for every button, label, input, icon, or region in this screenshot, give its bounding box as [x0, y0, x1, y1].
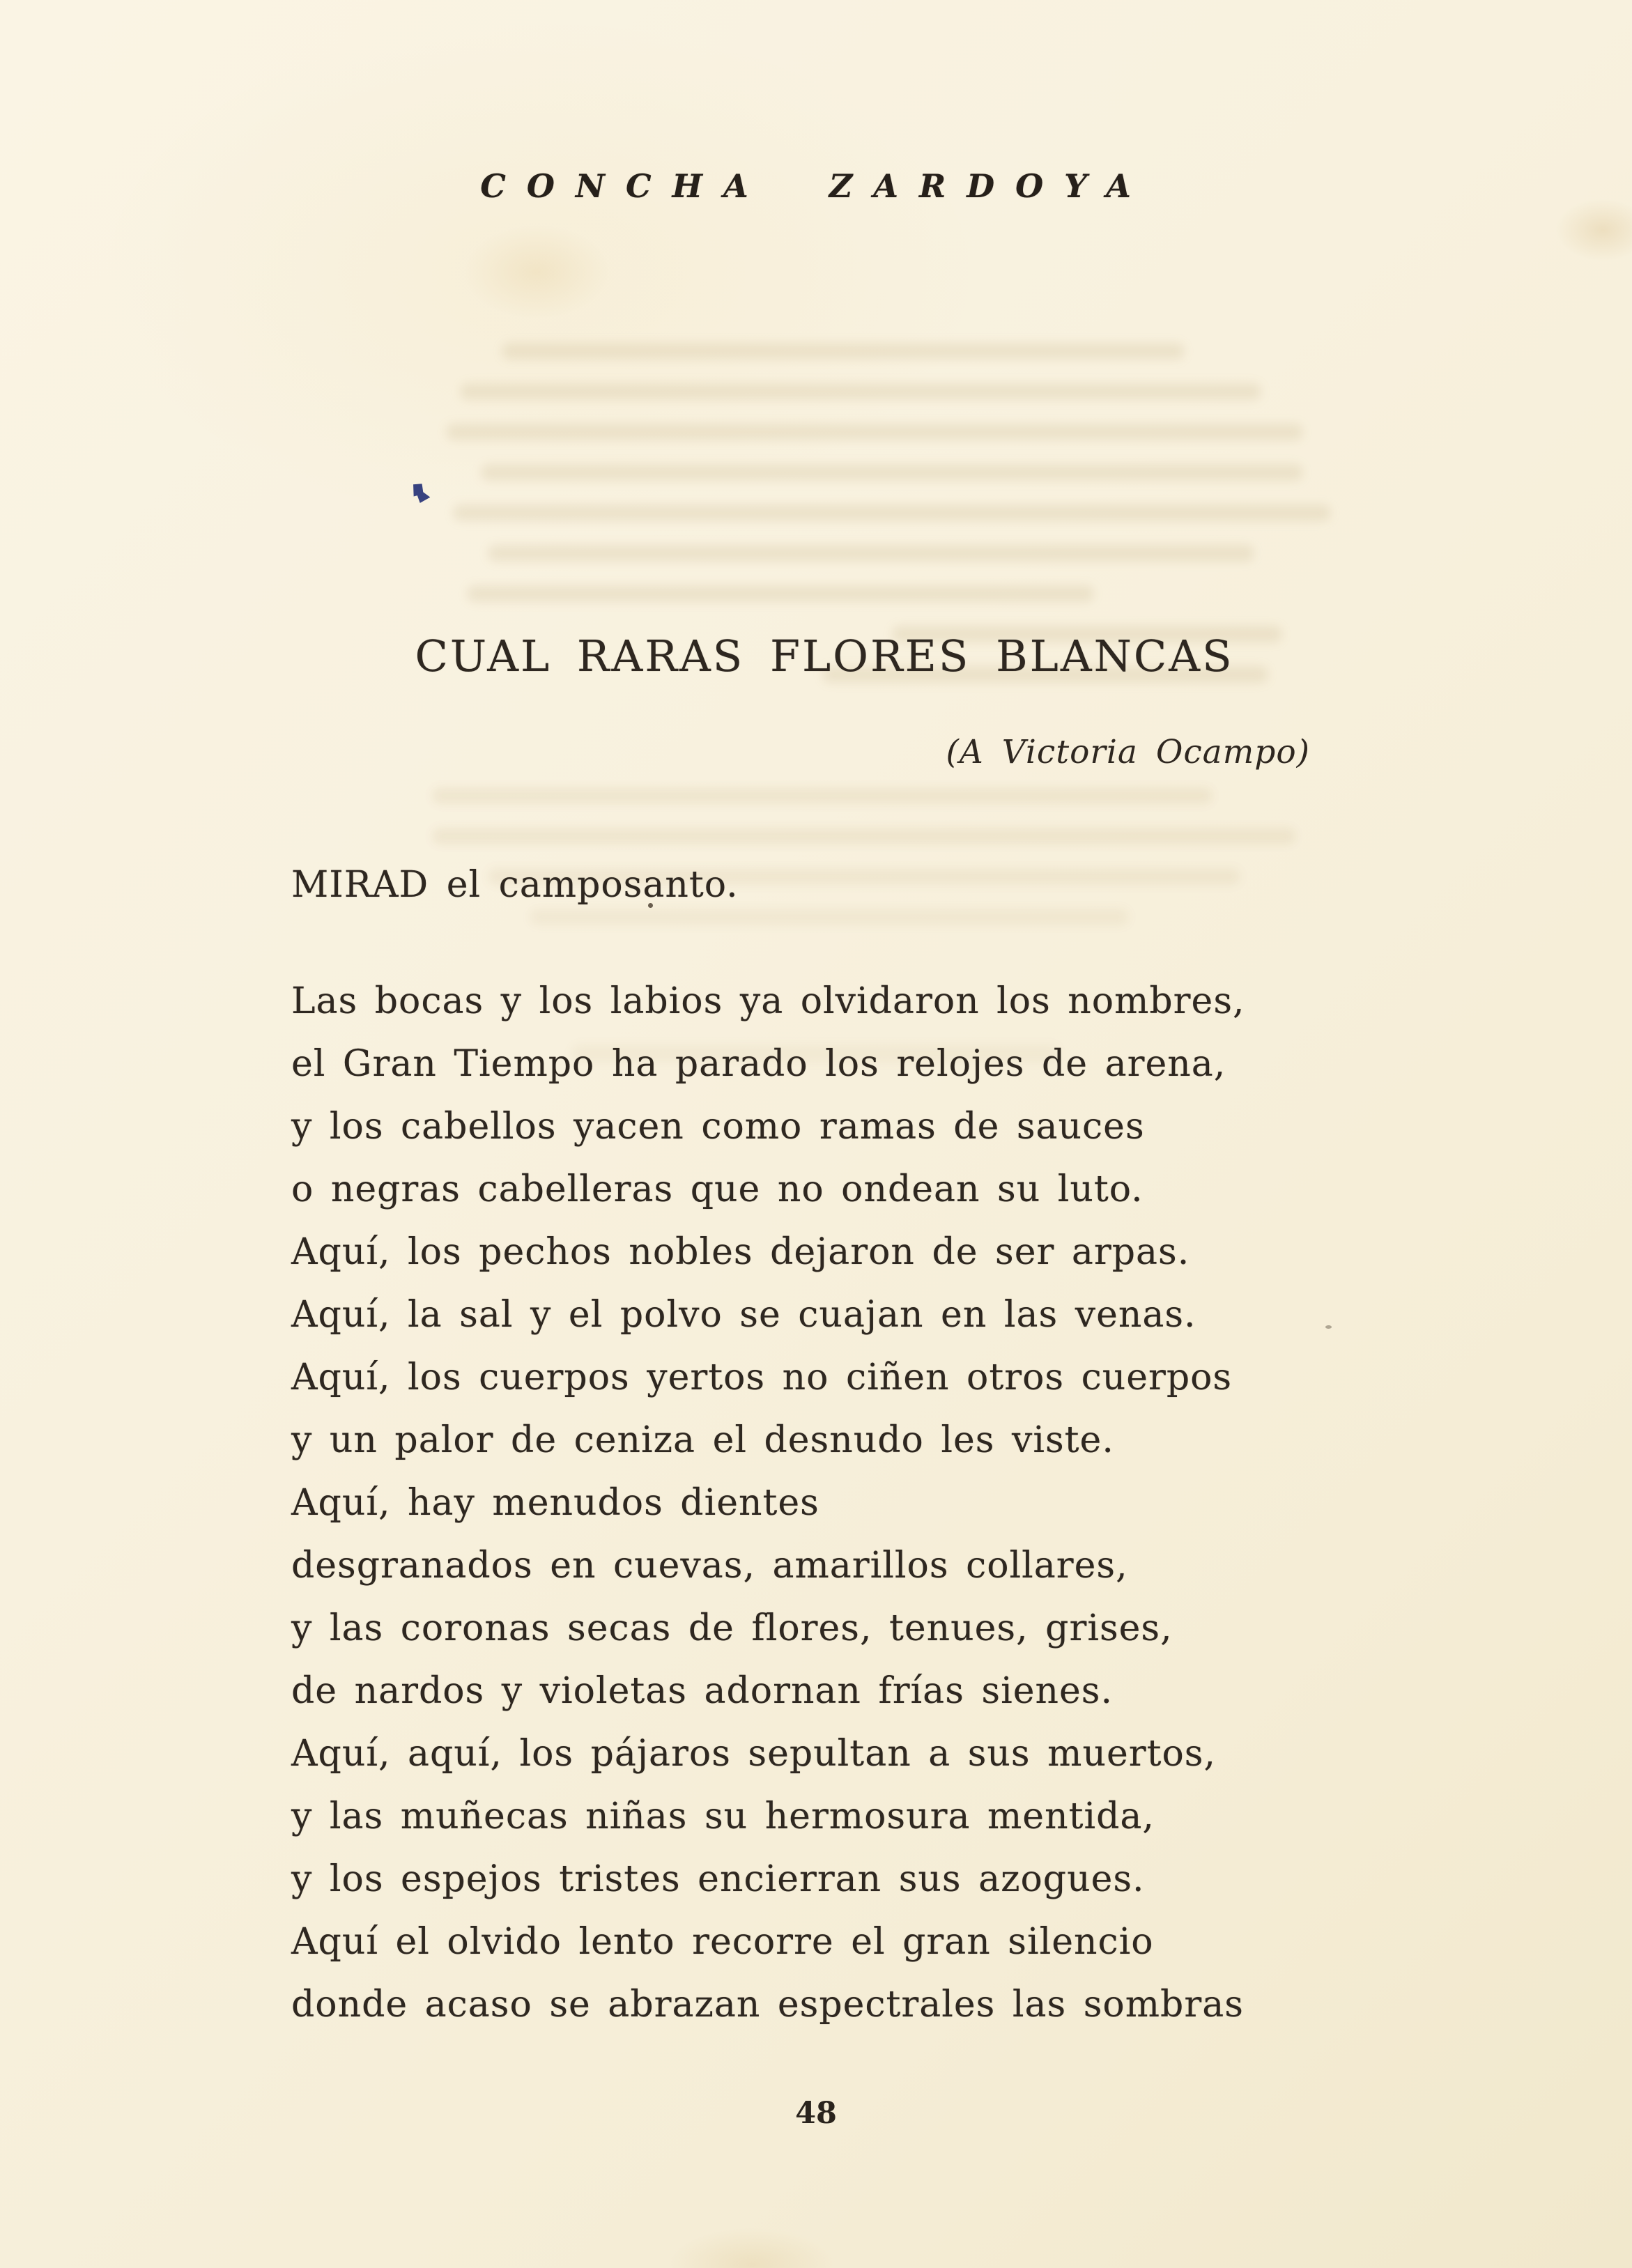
poem-line: y los cabellos yacen como ramas de sauces [291, 1106, 1145, 1148]
poem-line: desgranados en cuevas, amarillos collares, [291, 1545, 1128, 1587]
poem-line: Aquí el olvido lento recorre el gran silencio [291, 1921, 1154, 1963]
running-header-author: CONCHA ZARDOYA [480, 167, 1152, 205]
poem-line: donde acaso se abrazan espectrales las sombras [291, 1984, 1244, 2026]
poem-line: y las muñecas niñas su hermosura mentida, [291, 1796, 1155, 1837]
poem-opening-line: MIRAD el camposanto. [291, 864, 739, 906]
page-number: 48 [795, 2096, 837, 2131]
poem-line: el Gran Tiempo ha parado los relojes de arena, [291, 1043, 1226, 1085]
poem-title: CUAL RARAS FLORES BLANCAS [415, 631, 1234, 681]
poem-stanza [291, 970, 1350, 2036]
poem-line: o negras cabelleras que no ondean su luto. [291, 1168, 1144, 1210]
poem-dedication: (A Victoria Ocampo) [946, 733, 1310, 771]
poem-line: Aquí, los cuerpos yertos no ciñen otros cuerpos [291, 1357, 1233, 1398]
poem-line: y las coronas secas de flores, tenues, grises, [291, 1607, 1173, 1649]
poem-line: Aquí, la sal y el polvo se cuajan en las venas. [291, 1294, 1196, 1336]
poem-line: Aquí, los pechos nobles dejaron de ser arpas. [291, 1231, 1190, 1273]
poem-line: y los espejos tristes encierran sus azogues. [291, 1858, 1145, 1900]
poem-line: Aquí, aquí, los pájaros sepultan a sus muertos, [291, 1733, 1216, 1775]
poem-line: Las bocas y los labios ya olvidaron los nombres, [291, 980, 1245, 1022]
poem-line: y un palor de ceniza el desnudo les viste. [291, 1419, 1114, 1461]
blue-ink-mark [408, 481, 433, 507]
poem-line: Aquí, hay menudos dientes [291, 1482, 819, 1524]
poem-line: de nardos y violetas adornan frías sienes. [291, 1670, 1113, 1712]
